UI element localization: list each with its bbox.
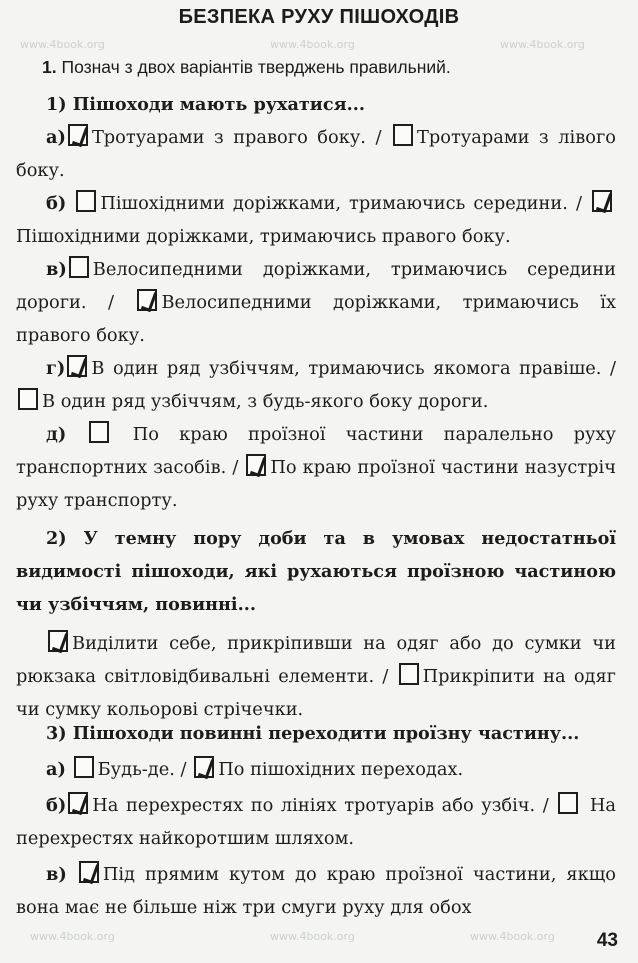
- option-q3-b: б) На перехрестях по лініях тротуарів або узбіч. / На перехрестях найкоротшим шляхом.: [16, 789, 616, 855]
- question-1: 1) Пішоходи мають рухатися...: [46, 94, 365, 115]
- option-q3-a: а) Будь-де. / По пішохідних переходах.: [16, 753, 616, 786]
- option-c: в) Велосипедними доріжками, тримаючись середини дороги. / Велосипедними доріжками, тримаючись їх правого боку.: [16, 253, 616, 352]
- checkbox-checked[interactable]: [246, 454, 266, 476]
- option-b: б) Пішохідними доріжками, тримаючись середини. / Пішохідними доріжками, тримаючись правого боку.: [16, 187, 616, 253]
- checkbox-empty[interactable]: [558, 792, 578, 814]
- checkbox-empty[interactable]: [399, 663, 419, 685]
- option-q3-c: в) Під прямим кутом до краю проїзної частини, якщо вона має не більше ніж три смуги руху для обох: [16, 858, 616, 924]
- checkbox-checked[interactable]: [137, 289, 157, 311]
- watermark: www.4book.org: [270, 930, 355, 943]
- checkbox-checked[interactable]: [68, 792, 88, 814]
- checkbox-empty[interactable]: [89, 421, 109, 443]
- checkbox-empty[interactable]: [393, 124, 413, 146]
- checkbox-checked[interactable]: [592, 190, 612, 212]
- option-a: а) Тротуарами з правого боку. / Тротуарами з лівого боку.: [16, 121, 616, 187]
- checkbox-checked[interactable]: [67, 355, 87, 377]
- checkbox-empty[interactable]: [18, 388, 38, 410]
- checkbox-checked[interactable]: [79, 861, 99, 883]
- option-q2: Виділити себе, прикріпивши на одяг або до сумки чи рюкзака світловідбивальні елементи. / Прикріпити на одяг чи сумку кольорові стрічечки.: [16, 627, 616, 726]
- question-2-block: [16, 522, 616, 726]
- question-2: 2) У темну пору доби та в умовах недостатньої видимості пішоходи, які рухаються проїзною частиною чи узбіччям, повинні...: [16, 528, 616, 615]
- question-3-block: [16, 717, 616, 924]
- question-1-block: [16, 88, 616, 517]
- watermark: www.4book.org: [20, 38, 105, 51]
- checkbox-empty[interactable]: [76, 190, 96, 212]
- checkbox-empty[interactable]: [69, 256, 89, 278]
- watermark: www.4book.org: [470, 930, 555, 943]
- task-number: 1.: [42, 57, 57, 77]
- watermark: www.4book.org: [270, 38, 355, 51]
- checkbox-checked[interactable]: [68, 124, 88, 146]
- option-e: д) По краю проїзної частини паралельно руху транспортних засобів. / По краю проїзної частини назустріч руху транспорту.: [16, 418, 616, 517]
- watermark: www.4book.org: [30, 930, 115, 943]
- task-instruction: [42, 57, 451, 78]
- checkbox-checked[interactable]: [194, 756, 214, 778]
- watermark: www.4book.org: [500, 38, 585, 51]
- checkbox-checked[interactable]: [48, 630, 68, 652]
- task-text: Познач з двох варіантів тверджень правильний.: [61, 57, 451, 77]
- page-title: БЕЗПЕКА РУХУ ПІШОХОДІВ: [178, 6, 460, 28]
- checkbox-empty[interactable]: [74, 756, 94, 778]
- option-d: г) В один ряд узбіччям, тримаючись якомога правіше. / В один ряд узбіччям, з будь-якого боку дороги.: [16, 352, 616, 418]
- page-number: 43: [596, 930, 618, 951]
- question-3: 3) Пішоходи повинні переходити проїзну частину...: [46, 723, 580, 744]
